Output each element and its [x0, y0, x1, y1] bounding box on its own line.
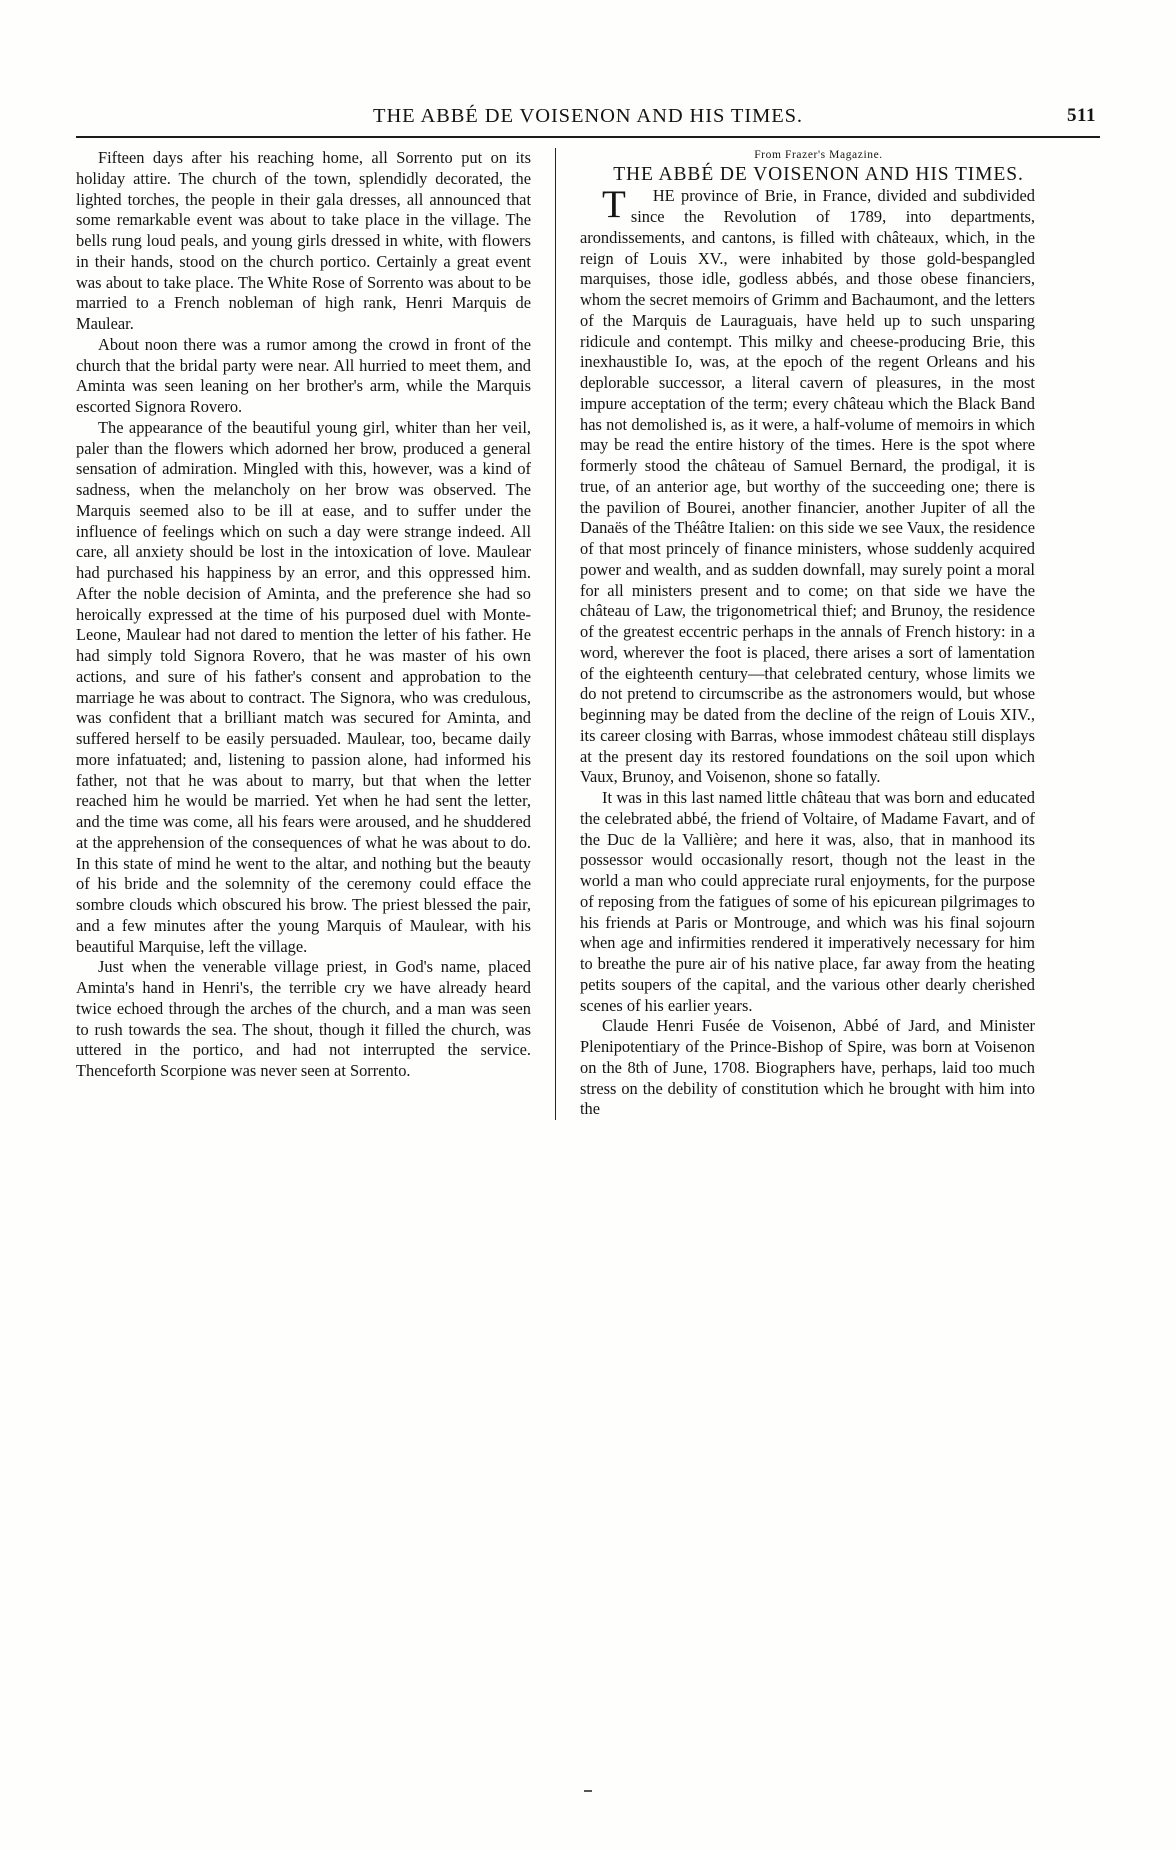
paragraph: Claude Henri Fusée de Voisenon, Abbé of Jard, and Minister Plenipotentiary of the Prince-Bishop of Spire, was born at Voisenon on the 8th of June, 1708. Biographers have, perhaps, laid too much stress on the debility of constitution which he brought with him into the: [580, 1016, 1035, 1119]
running-title: THE ABBÉ DE VOISENON AND HIS TIMES.: [373, 105, 803, 127]
opening-paragraph-text: HE province of Brie, in France, divided and subdivided since the Revolution of 1789, into departments, arondissements, and cantons, is filled with châteaux, which, in the reign of Louis XV., were inhabited by those gold-bespangled marquises, those idle, godless abbés, and those obese financiers, whom the secret memoirs of Grimm and Bachaumont, and the letters of the Marquis de Lauraguais, have held up to such unsparing ridicule and contempt. This milky and cheese-producing Brie, this inexhaustible Io, was, at the epoch of the regent Orleans and his deplorable successor, a literal cavern of pleasures, in the most impure acceptation of the term; every château which the Black Band has not demolished is, as it were, a half-volume of memoirs in which may be read the entire history of the times. Here is the spot where formerly stood the château of Samuel Bernard, the prodigal, it is true, of an anterior age, but worthy of the succeeding one; there is the pavilion of Bourei, another financier, another Jupiter of all the Danaës of the Théâtre Italien: on this side we see Vaux, the residence of that most princely of finance ministers, whose suddenly acquired power and wealth, and as sudden downfall, may surely point a moral for all ministers present and to come; on that side we have the château of Law, the trigonometrical thief; and Brunoy, the residence of the greatest eccentric perhaps in the annals of French history: in a word, wherever the foot is placed, there arises a sort of lamentation of the eighteenth century—that celebrated century, whose limits we do not pretend to circumscribe as the astronomers would, but whose beginning may be dated from the decline of the reign of Louis XIV., its career closing with Barras, whose immodest château still displays at the present day its restored foundations on the soil upon which Vaux, Brunoy, and Voisenon, shone so fatally.: [580, 186, 1035, 787]
article-title: THE ABBÉ DE VOISENON AND HIS TIMES.: [613, 163, 1024, 185]
left-column: [76, 148, 556, 1120]
source-note: From Frazer's Magazine.: [754, 149, 883, 161]
opening-paragraph: [580, 183, 1035, 788]
header-rule: [76, 136, 1100, 138]
page-foot-mark: [584, 1790, 592, 1792]
paragraph: Fifteen days after his reaching home, all Sorrento put on its holiday attire. The church of the town, splendidly decorated, the lighted torches, the people in their gala dresses, all announced that some remarkable event was about to take place in the village. The bells rung loud peals, and young girls dressed in white, with flowers in their hands, stood on the church portico. Certainly a great event was about to take place. The White Rose of Sorrento was about to be married to a French nobleman of high rank, Henri Marquis de Maulear.: [76, 148, 531, 333]
page-header: [80, 105, 1096, 128]
page-number: 511: [1067, 105, 1096, 126]
paragraph: About noon there was a rumor among the crowd in front of the church that the bridal party were near. All hurried to meet them, and Aminta was seen leaning on her brother's arm, while the Marquis escorted Signora Rovero.: [76, 334, 531, 416]
text-columns: [76, 148, 1100, 1120]
paragraph: It was in this last named little château that was born and educated the celebrated abbé, the friend of Voltaire, of Madame Favart, and of the Duc de la Vallière; and here it was, also, that in manhood its possessor would occasionally resort, though not the least in the world a man who could appreciate rural enjoyments, for the purpose of reposing from the fatigues of some of his epicurean pilgrimages to his friends at Paris or Montrouge, and which was his final sojourn when age and infirmities rendered it imperatively necessary for him to breathe the pure air of his native place, far away from the heating petits soupers of the capital, and the various other dearly cherished scenes of his earlier years.: [580, 788, 1035, 1015]
paragraph: The appearance of the beautiful young girl, whiter than her veil, paler than the flowers which adorned her brow, produced a general sensation of admiration. Mingled with this, however, was a kind of sadness, when the melancholy on her brow was observed. The Marquis seemed also to be ill at ease, and to suffer under the influence of feelings which on such a day were strange indeed. All care, all anxiety should be lost in the intoxication of love. Maulear had purchased his happiness by an error, and this oppressed him. After the noble decision of Aminta, and the preference she had so heroically expressed at the time of his purposed duel with Monte-Leone, Maulear had not dared to mention the letter of his father. He had simply told Signora Rovero, that he was master of his own actions, and sure of his father's consent and approbation to the marriage he was about to contract. The Signora, who was credulous, was confident that a brilliant match was secured for Aminta, and suffered herself to be easily persuaded. Maulear, too, became daily more infatuated; and, listening to passion alone, had informed his father, not that he was about to marry, but that when the letter reached him he would be married. Yet when he had sent the letter, and the time was come, all his fears were aroused, and he shuddered at the apprehension of the consequences of what he was about to do. In this state of mind he went to the altar, and nothing but the beauty of his bride and the solemnity of the ceremony could efface the sombre clouds which obscured his brow. The priest blessed the pair, and a few minutes after the young Marquis of Maulear, with his beautiful Marquise, left the village.: [76, 417, 531, 956]
drop-cap: T: [602, 183, 626, 227]
right-column: [556, 148, 1035, 1120]
paragraph: Just when the venerable village priest, in God's name, placed Aminta's hand in Henri's, the terrible cry we have already heard twice echoed through the arches of the church, and a man was seen to rush towards the sea. The shout, though it filled the church, was uttered in the portico, and had not interrupted the service. Thenceforth Scorpione was never seen at Sorrento.: [76, 957, 531, 1080]
